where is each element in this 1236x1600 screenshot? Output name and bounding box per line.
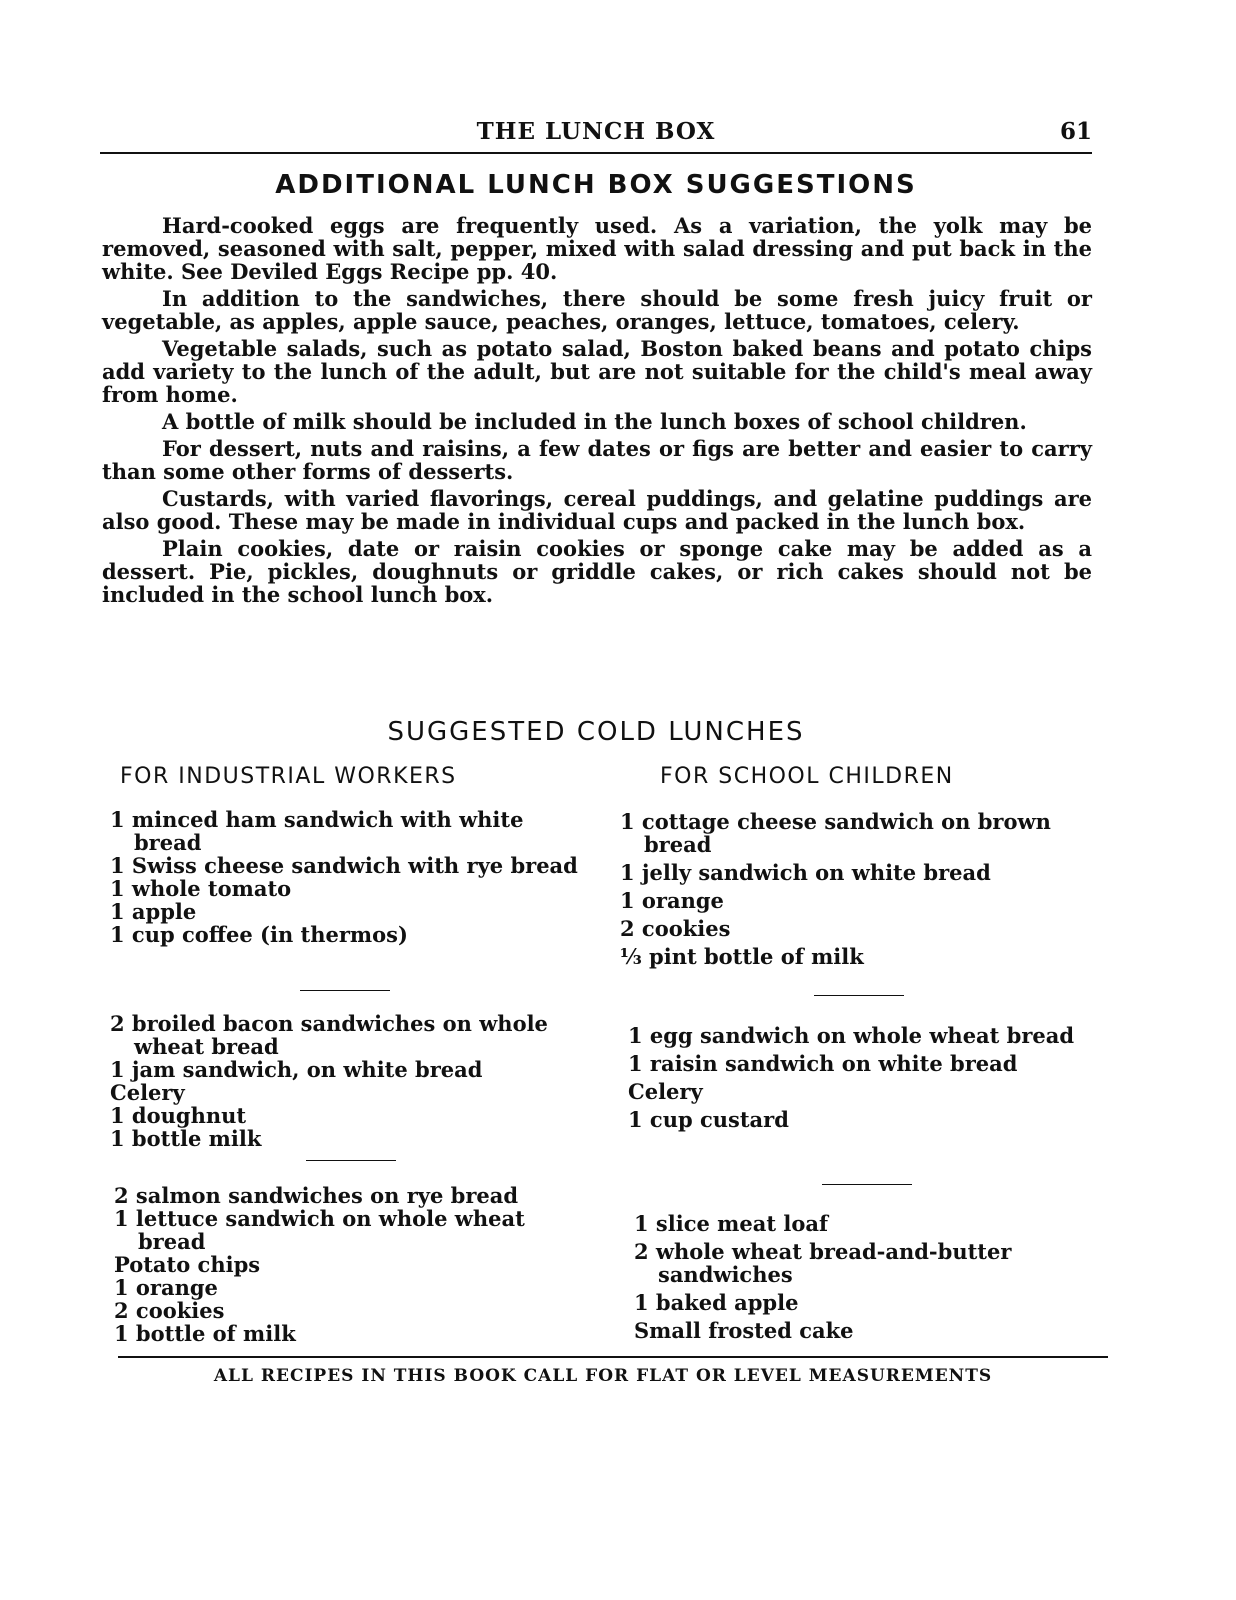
list-item: 1 doughnut	[110, 1103, 247, 1128]
footer-note: ALL RECIPES IN THIS BOOK CALL FOR FLAT OR LEVEL MEASUREMENTS	[213, 1366, 993, 1386]
list-item: Potato chips	[114, 1252, 261, 1277]
list-item: 2 broiled bacon sandwiches on whole wheat bread	[110, 1011, 548, 1059]
paragraph: Vegetable salads, such as potato salad, Boston baked beans and potato chips add variety to the lunch of the adult, but are not suitable for the child's meal away from home.	[102, 336, 1092, 407]
list-item: 1 jelly sandwich on white bread	[620, 860, 991, 885]
list-item: Celery	[628, 1079, 703, 1104]
paragraph: Hard-cooked eggs are frequently used. As a variation, the yolk may be removed, seasoned with salt, pepper, mixed with salad dressing and put back in the white. See Deviled Eggs Recipe pp. 40.	[102, 213, 1092, 284]
suggestions-body	[102, 214, 1092, 610]
page-number: 61	[1059, 118, 1092, 145]
paragraph: For dessert, nuts and raisins, a few dates or figs are better and easier to carry than some other forms of desserts.	[102, 436, 1092, 484]
list-item: Small frosted cake	[634, 1318, 854, 1343]
list-item: 1 lettuce sandwich on whole wheat bread	[114, 1206, 525, 1254]
list-item: 1 orange	[620, 888, 724, 913]
list-item: Celery	[110, 1080, 185, 1105]
list-item: 1 apple	[110, 899, 197, 924]
running-head-title: THE LUNCH BOX	[476, 118, 716, 145]
list-item: 1 bottle of milk	[114, 1321, 296, 1346]
list-item: 1 raisin sandwich on white bread	[628, 1051, 1018, 1076]
paragraph: In addition to the sandwiches, there should be some fresh juicy fruit or vegetable, as apples, apple sauce, peaches, oranges, lettuce, tomatoes, celery.	[102, 286, 1092, 334]
section-title-cold-lunches: SUGGESTED COLD LUNCHES	[387, 717, 805, 747]
menu-school-2	[628, 1024, 1096, 1136]
list-item: 1 Swiss cheese sandwich with rye bread	[110, 853, 578, 878]
menu-industrial-1	[110, 808, 580, 946]
list-item: 1 cup coffee (in thermos)	[110, 922, 408, 947]
paragraph: A bottle of milk should be included in the lunch boxes of school children.	[162, 409, 1027, 434]
list-item: 1 baked apple	[634, 1290, 799, 1315]
list-item: 1 orange	[114, 1275, 218, 1300]
menu-separator	[814, 995, 904, 996]
menu-school-3	[634, 1212, 1090, 1347]
list-item: 2 cookies	[620, 916, 731, 941]
menu-industrial-3	[114, 1184, 590, 1345]
footer-rule	[118, 1356, 1108, 1358]
list-item: 2 whole wheat bread-and-butter sandwiches	[634, 1239, 1012, 1287]
menu-school-1	[620, 810, 1090, 973]
list-item: ⅓ pint bottle of milk	[620, 944, 864, 969]
paragraph: Custards, with varied flavorings, cereal puddings, and gelatine puddings are also good. These may be made in individual cups and packed in the lunch box.	[102, 486, 1092, 534]
list-item: 1 bottle milk	[110, 1126, 262, 1151]
list-item: 1 cottage cheese sandwich on brown bread	[620, 809, 1051, 857]
section-title-suggestions: ADDITIONAL LUNCH BOX SUGGESTIONS	[275, 170, 917, 200]
list-item: 1 jam sandwich, on white bread	[110, 1057, 483, 1082]
list-item: 1 slice meat loaf	[634, 1211, 828, 1236]
menu-industrial-2	[110, 1012, 580, 1150]
list-item: 1 minced ham sandwich with white bread	[110, 807, 524, 855]
running-head	[100, 118, 1092, 148]
column-heading-school-children: FOR SCHOOL CHILDREN	[660, 764, 954, 789]
menu-separator	[306, 1160, 396, 1161]
menu-separator	[822, 1184, 912, 1185]
header-rule	[100, 152, 1092, 154]
column-heading-industrial-workers: FOR INDUSTRIAL WORKERS	[120, 764, 457, 789]
list-item: 1 whole tomato	[110, 876, 292, 901]
list-item: 1 cup custard	[628, 1107, 789, 1132]
list-item: 2 salmon sandwiches on rye bread	[114, 1183, 519, 1208]
menu-separator	[300, 990, 390, 991]
list-item: 2 cookies	[114, 1298, 225, 1323]
paragraph: Plain cookies, date or raisin cookies or sponge cake may be added as a dessert. Pie, pickles, doughnuts or griddle cakes, or rich cakes should not be included in the school lunch box.	[102, 536, 1092, 607]
list-item: 1 egg sandwich on whole wheat bread	[628, 1023, 1075, 1048]
